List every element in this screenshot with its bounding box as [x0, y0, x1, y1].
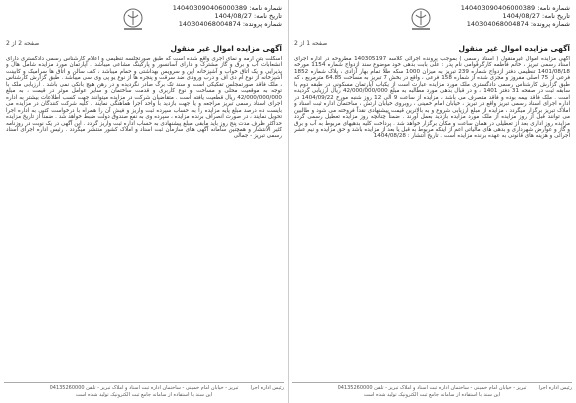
page-footer	[4, 382, 284, 401]
page-header	[6, 4, 282, 47]
emblem-logo	[404, 6, 438, 32]
file-number-label: شماره پرونده:	[242, 20, 282, 28]
file-number: 140304068004874	[466, 20, 529, 28]
file-number-label: شماره پرونده:	[530, 20, 570, 28]
letter-number-label: شماره نامه:	[537, 4, 570, 12]
document-page-1	[288, 0, 576, 403]
notice-body	[6, 56, 282, 378]
page-footer	[292, 382, 572, 401]
letter-meta	[461, 4, 570, 28]
letter-date: 1404/08/27	[214, 12, 252, 20]
page-number: صفحه 2 از 2	[6, 40, 40, 47]
file-number: 140304068004874	[178, 20, 241, 28]
letter-meta	[173, 4, 282, 28]
footer-address: تبریز - خیابان امام خمینی - ساختمان اداره ثبت اسناد و املاک تبریز - تلفن 04135260000	[49, 385, 239, 391]
emblem-logo	[116, 6, 150, 32]
page-header	[294, 4, 570, 47]
footer-system-note: این سند با استفاده از سامانه جامع ثبت الکترونیک تولید شده است	[75, 392, 213, 398]
letter-number-label: شماره نامه:	[249, 4, 282, 12]
page-number: صفحه 1 از 2	[294, 40, 328, 47]
footer-address: تبریز - خیابان امام خمینی - ساختمان اداره ثبت اسناد و املاک تبریز - تلفن 04135260000	[337, 385, 527, 391]
notice-body-text: آگهی مزایده اموال غیرمنقول ( اسناد رسمی ) بموجب پرونده اجرائی کلاسه 140305197 مطروحه در اداره اجرای اسناد رسمی تبریز ، خانم فاطمه کارگرقوامی نام پدر : علی بابت بدهی خود موضوع سند ازدواج شماره 1154 مورخه 1401/08/18 تنظیمی دفتر ازدواج شماره 239 تبریز به میزان 1000 سکه طلا تمام بهار آزادی ، پلاک شماره 1852 فرعی از 75 اصلی مفروز و مجزی شده از شماره 158 فرعی ، واقع در بخش 7 تبریز به مساحت 64.85 مترمربع ، که طبق گزارش کارشناس رسمی دادگستری ملک مورد مزایده عبارت است از یکباب آپارتمان مسکونی در طبقه دوم با سابقه ثبت در صفحه 31 دفتر 1401 ، و در قبال بدهی مورد مطالبه به مبلغ 42/000/000/000 ریال ارزیابی گردیده است . ملک فاقد بیمه بوده و فاقد متصرف می باشد ، مزایده از ساعت 9 الی 12 روز شنبه مورخ 1404/09/22 در اداره اجرای اسناد رسمی تبریز واقع در تبریز ، خیابان امام خمینی ، روبروی خیابان ارتش ، ساختمان اداره ثبت اسناد و املاک تبریز برگزار میگردد ، مزایده از مبلغ ارزیابی شروع و به بالاترین قیمت پیشنهادی نقداً فروخته می شود و طالبین می توانند قبل از روز مزایده از ملک مورد مزایده بازدید بعمل آورند . ضمناً چنانچه روز مزایده تعطیل رسمی گردد مزایده روز اداری بعد از تعطیلی در همان ساعت و مکان برگزار خواهد شد . پرداخت کلیه بدهیهای مربوط به آب و برق و گاز و عوارض شهرداری و بدهی های مالیاتی اعم از اینکه مربوط به قبل یا بعد از مزایده باشد و حق مزایده و نیم عشر اجرائی و هزینه های قانونی به عهده برنده مزایده است . تاریخ انتشار : 1404/08/28	[294, 56, 570, 140]
signature-label: رئیس اداره اجرا	[538, 385, 572, 391]
letter-date-label: تاریخ نامه:	[542, 12, 570, 20]
signature-label: رئیس اداره اجرا	[250, 385, 284, 391]
letter-number: 140403090406000389	[172, 4, 248, 12]
letter-date: 1404/08/27	[502, 12, 540, 20]
notice-body	[294, 56, 570, 378]
letter-date-label: تاریخ نامه:	[254, 12, 282, 20]
footer-system-note: این سند با استفاده از سامانه جامع ثبت الکترونیک تولید شده است	[363, 392, 501, 398]
notice-title: آگهی مزایده اموال غیر منقول	[170, 44, 282, 53]
notice-body-text: اسکلت بتن آرمه و نمای آجری واقع شده است که طبق صورتجلسه تنظیمی و اعلام کارشناس رسمی دادگستری دارای انشعابات آب و برق و گاز مشترک و دارای آسانسور و پارکینگ مشاعی میباشد . آپارتمان مورد مزایده شامل هال و پذیرایی و یک اتاق خواب و آشپزخانه اپن و سرویس بهداشتی و حمام میباشد ، کف سالن و اتاق ها سرامیک و کابینت آشپزخانه از نوع ام دی اف و درب ورودی ضد سرقت و پنجره ها از نوع یو پی وی سی میباشد . طبق گزارش کارشناس ، ملک فاقد صورتمجلس تفکیکی است و سند تک برگ صادر نگردیده و در رهن هیچ بانکی نمی باشد . ارزیابی ملک با توجه به موقعیت محلی و مساحت و نوع کاربری و قدمت ساختمان و سایر عوامل موثر در قیمت ، به مبلغ 42/000/000/000 ریال قطعیت یافته است . متقاضیان شرکت در مزایده میتوانند جهت کسب اطلاعات بیشتر به اداره اجرای اسناد رسمی تبریز مراجعه و یا جهت بازدید با واحد اجرا هماهنگی نمایند . کلیه شرکت کنندگان در مزایده می بایست ده درصد مبلغ پایه مزایده را به حساب سپرده ثبت واریز و فیش آن را همراه با درخواست کتبی به اداره اجرا تحویل نمایند ، در صورت انصراف برنده مزایده ، سپرده وی به نفع صندوق دولت ضبط خواهد شد . ضمناً از تاریخ مزایده حداکثر ظرف مدت پنج روز باید مابقی مبلغ پیشنهادی به حساب اداره ثبت واریز گردد . این آگهی در یک نوبت در روزنامه کثیر الانتشار و همچنین سامانه آگهی های سازمان ثبت اسناد و املاک کشور منتشر میگردد . رئیس اداره اجرای اسناد رسمی تبریز - جمالی	[6, 56, 282, 140]
notice-title: آگهی مزایده اموال غیر منقول	[458, 44, 570, 53]
letter-number: 140403090406000389	[460, 4, 536, 12]
